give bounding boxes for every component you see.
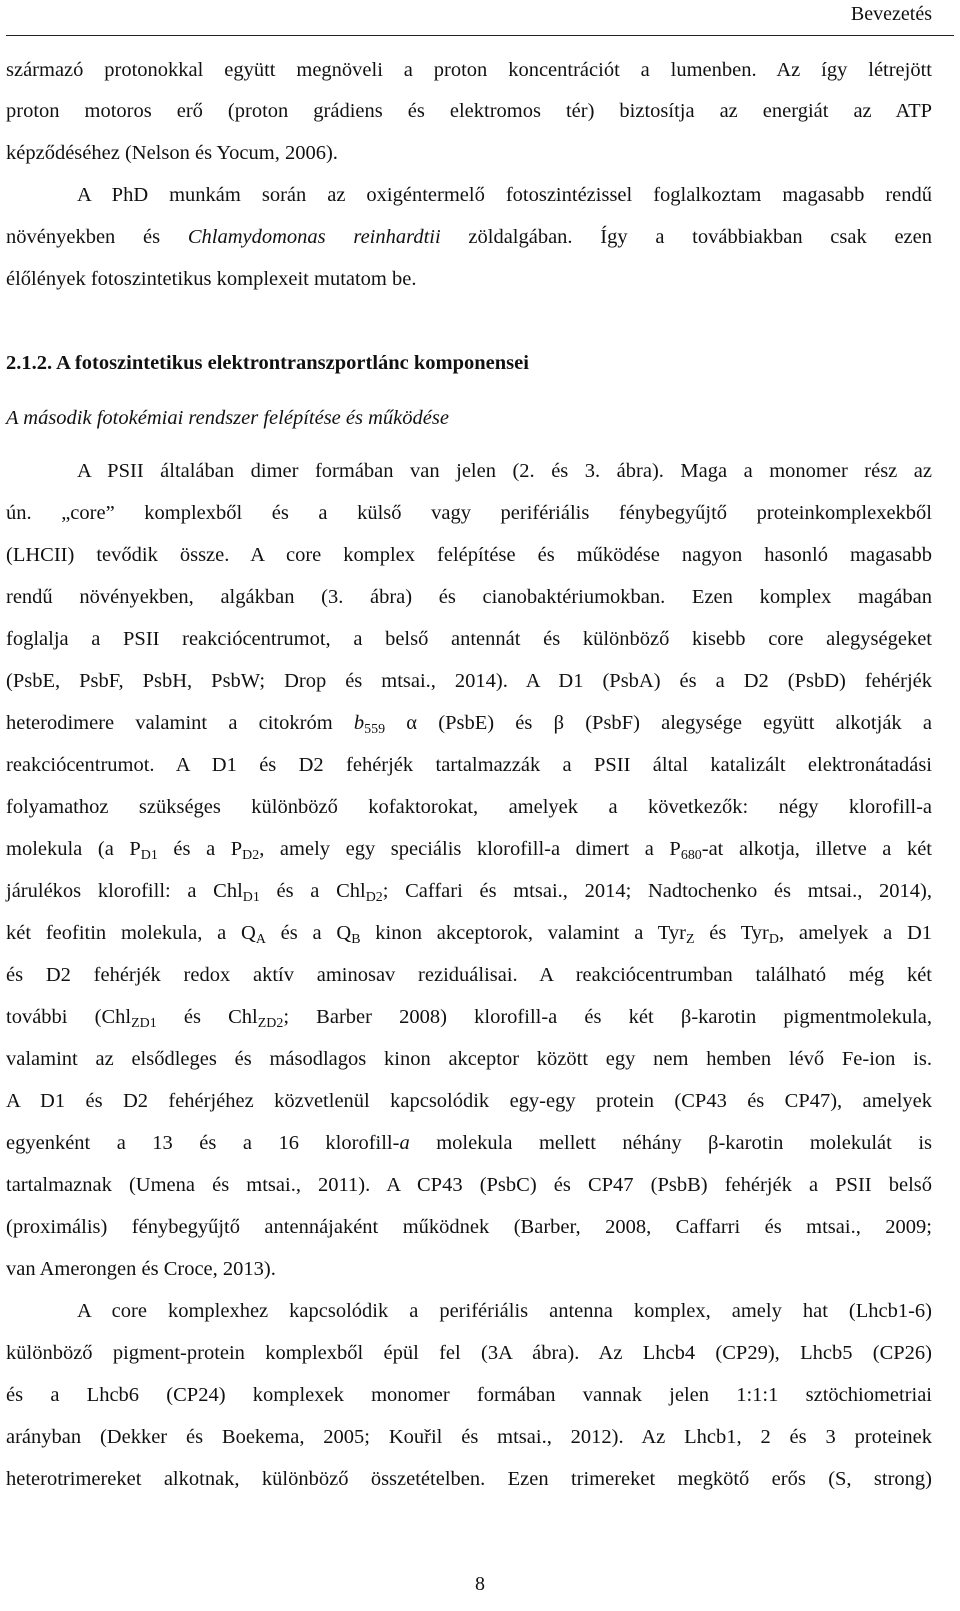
text-span: a (399, 1132, 410, 1154)
text-line: arányban (Dekker és Boekema, 2005; Kouřil és mtsai., 2012). Az Lhcb1, 2 és 3 proteinek (6, 1426, 932, 1448)
text-span: , amelyek a D1 (778, 922, 933, 944)
text-line: és a Lhcb6 (CP24) komplexek monomer formában vannak jelen 1:1:1 sztöchiometriai (6, 1384, 932, 1406)
text-span: heterodimere valamint a citokróm (6, 712, 354, 734)
subscript: D1 (242, 889, 260, 905)
text-line (6, 878, 932, 904)
text-line: van Amerongen és Croce, 2013). (6, 1258, 276, 1280)
text-line: A core komplexhez kapcsolódik a perifériális antenna komplex, amely hat (Lhcb1-6) (77, 1300, 932, 1322)
section-number: 2.1.2. (6, 352, 53, 374)
subsection-heading: A második fotokémiai rendszer felépítése és működése (6, 407, 449, 429)
subscript: 680 (680, 847, 702, 863)
text-line: (proximális) fénybegyűjtő antennájaként működnek (Barber, 2008, Caffarri és mtsai., 2009; (6, 1216, 932, 1238)
text-line: heterotrimereket alkotnak, különböző összetételben. Ezen trimereket megkötő erős (S, strong) (6, 1468, 932, 1490)
section-heading (6, 350, 932, 376)
text-span: molekula (a P (6, 838, 141, 860)
subscript: D2 (242, 847, 260, 863)
text-line: rendű növényekben, algákban (3. ábra) és cianobaktériumokban. Ezen komplex magában (6, 586, 932, 608)
text-span: -at alkotja, illetve a két (701, 838, 932, 860)
text-line: reakciócentrumot. A D1 és D2 fehérjék tartalmazzák a PSII által katalizált elektronátadási (6, 754, 932, 776)
text-span: molekula mellett néhány β-karotin molekulát is (409, 1132, 933, 1154)
text-line (6, 710, 932, 736)
section-title: A fotoszintetikus elektrontranszportlánc komponensei (56, 352, 529, 374)
running-header: Bevezetés (850, 3, 932, 25)
text-line: (LHCII) tevődik össze. A core komplex felépítése és működése nagyon hasonló magasabb (6, 544, 932, 566)
text-span: egyenként a 13 és a 16 klorofill- (6, 1132, 400, 1154)
text-line (6, 1130, 932, 1156)
text-line: A D1 és D2 fehérjéhez közvetlenül kapcsolódik egy-egy protein (CP43 és CP47), amelyek (6, 1090, 932, 1112)
text-line: tartalmaznak (Umena és mtsai., 2011). A CP43 (PsbC) és CP47 (PsbB) fehérjék a PSII belső (6, 1174, 932, 1196)
subscript: D (768, 931, 779, 947)
text-line: élőlények fotoszintetikus komplexeit mutatom be. (6, 268, 417, 290)
text-span: és Tyr (694, 922, 769, 944)
text-line: (PsbE, PsbF, PsbH, PsbW; Drop és mtsai., 2014). A D1 (PsbA) és a D2 (PsbD) fehérjék (6, 670, 932, 692)
text-span: és Chl (156, 1006, 258, 1028)
text-span: zöldalgában. Így a továbbiakban csak ezen (440, 226, 933, 248)
page-number: 8 (475, 1573, 485, 1595)
text-span: és a Chl (259, 880, 366, 902)
text-span: és a P (157, 838, 243, 860)
text-span: ; Barber 2008) klorofill-a és két β-karotin pigmentmolekula, (283, 1006, 933, 1028)
text-line: valamint az elsődleges és másodlagos kinon akceptor között egy nem hemben lévő Fe-ion is. (6, 1048, 932, 1070)
subscript: A (255, 931, 266, 947)
text-line (6, 224, 932, 250)
text-line: képződéséhez (Nelson és Yocum, 2006). (6, 142, 338, 164)
subscript: D1 (140, 847, 158, 863)
text-span: és a Q (265, 922, 352, 944)
header-rule (6, 35, 954, 36)
text-span: növényekben és (6, 226, 188, 248)
text-span: , amely egy speciális klorofill-a dimert a P (259, 838, 681, 860)
subscript: Z (685, 931, 695, 947)
text-span: két feofitin molekula, a Q (6, 922, 256, 944)
subscript: B (351, 931, 361, 947)
text-line: folyamathoz szükséges különböző kofaktorokat, amelyek a következők: négy klorofill-a (6, 796, 932, 818)
text-line: különböző pigment-protein komplexből épül fel (3A ábra). Az Lhcb4 (CP29), Lhcb5 (CP26) (6, 1342, 932, 1364)
subscript: 559 (364, 721, 386, 737)
text-line: foglalja a PSII reakciócentrumot, a belső antennát és különböző kisebb core alegységeket (6, 628, 932, 650)
text-span: kinon akceptorok, valamint a Tyr (360, 922, 686, 944)
text-line: származó protonokkal együtt megnöveli a proton koncentrációt a lumenben. Az így létrejött (6, 59, 932, 81)
species-name: Chlamydomonas reinhardtii (187, 226, 441, 248)
text-line: és D2 fehérjék redox aktív aminosav reziduálisai. A reakciócentrumban található még két (6, 964, 932, 986)
text-span: b (353, 712, 365, 734)
text-span: ; Caffari és mtsai., 2014; Nadtochenko és mtsai., 2014), (382, 880, 932, 902)
text-line: A PhD munkám során az oxigéntermelő fotoszintézissel foglalkoztam magasabb rendű (77, 184, 932, 206)
text-line (6, 1004, 932, 1030)
text-line (6, 836, 932, 862)
text-span: α (PsbE) és β (PsbF) alegysége együtt alkotják a (385, 712, 932, 734)
subscript: ZD2 (257, 1015, 284, 1031)
text-line: proton motoros erő (proton grádiens és elektromos tér) biztosítja az energiát az ATP (6, 100, 932, 122)
text-span: járulékos klorofill: a Chl (6, 880, 243, 902)
text-line: ún. „core” komplexből és a külső vagy perifériális fénybegyűjtő proteinkomplexekből (6, 502, 932, 524)
subscript: D2 (365, 889, 383, 905)
text-span: további (Chl (6, 1006, 132, 1028)
text-line (6, 920, 932, 946)
subscript: ZD1 (131, 1015, 157, 1031)
text-line: A PSII általában dimer formában van jelen (2. és 3. ábra). Maga a monomer rész az (77, 460, 932, 482)
